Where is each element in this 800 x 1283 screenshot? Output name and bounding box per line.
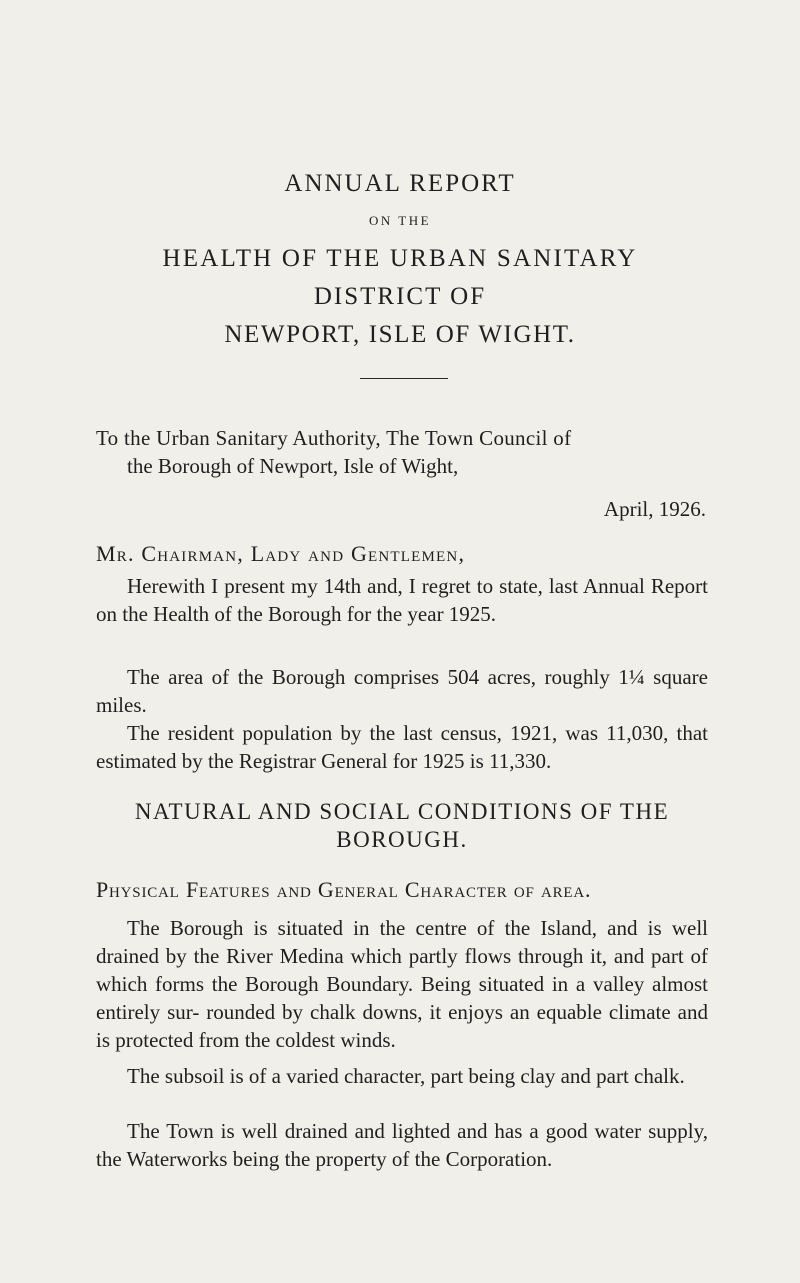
salutation: Mr. Chairman, Lady and Gentlemen, (96, 541, 466, 566)
paragraph-subsoil: The subsoil is of a varied character, part being clay and part chalk. (127, 1064, 685, 1088)
paragraph-intro: Herewith I present my 14th and, I regret to state, last Annual Report on the Health of the Borough for the year 1925. (96, 574, 708, 626)
paragraph-features: The Borough is situated in the centre of the Island, and is well drained by the River Medina which partly flows through it, and part of which forms the Borough Boundary. Being situated in a valley almost entirely sur- rounded by chalk downs, it enjoys an equable climate and is protected from the coldest winds. (96, 916, 708, 1052)
report-title-line-3: DISTRICT OF (313, 283, 487, 310)
report-title: ANNUAL REPORT (284, 170, 516, 197)
title-divider (360, 378, 448, 379)
paragraph-town: The Town is well drained and lighted and has a good water supply, the Waterworks being the property of the Corporation. (96, 1119, 708, 1171)
paragraph-population: The resident population by the last census, 1921, was 11,030, that estimated by the Registrar General for 1925 is 11,330. (96, 721, 708, 773)
report-title-line-4: NEWPORT, ISLE OF WIGHT. (224, 321, 576, 348)
paragraph-area: The area of the Borough comprises 504 acres, roughly 1¼ square miles. (96, 665, 708, 717)
report-title-connector: ON THE (368, 213, 432, 228)
address-line-2: the Borough of Newport, Isle of Wight, (127, 454, 459, 478)
subsection-heading: Physical Features and General Character of area. (96, 877, 592, 902)
section-heading: NATURAL AND SOCIAL CONDITIONS OF THE BOROUGH. (134, 799, 670, 852)
address-line-1: To the Urban Sanitary Authority, The Town Council of (96, 426, 572, 450)
report-title-line-2: HEALTH OF THE URBAN SANITARY (162, 245, 638, 272)
report-date: April, 1926. (603, 497, 706, 521)
